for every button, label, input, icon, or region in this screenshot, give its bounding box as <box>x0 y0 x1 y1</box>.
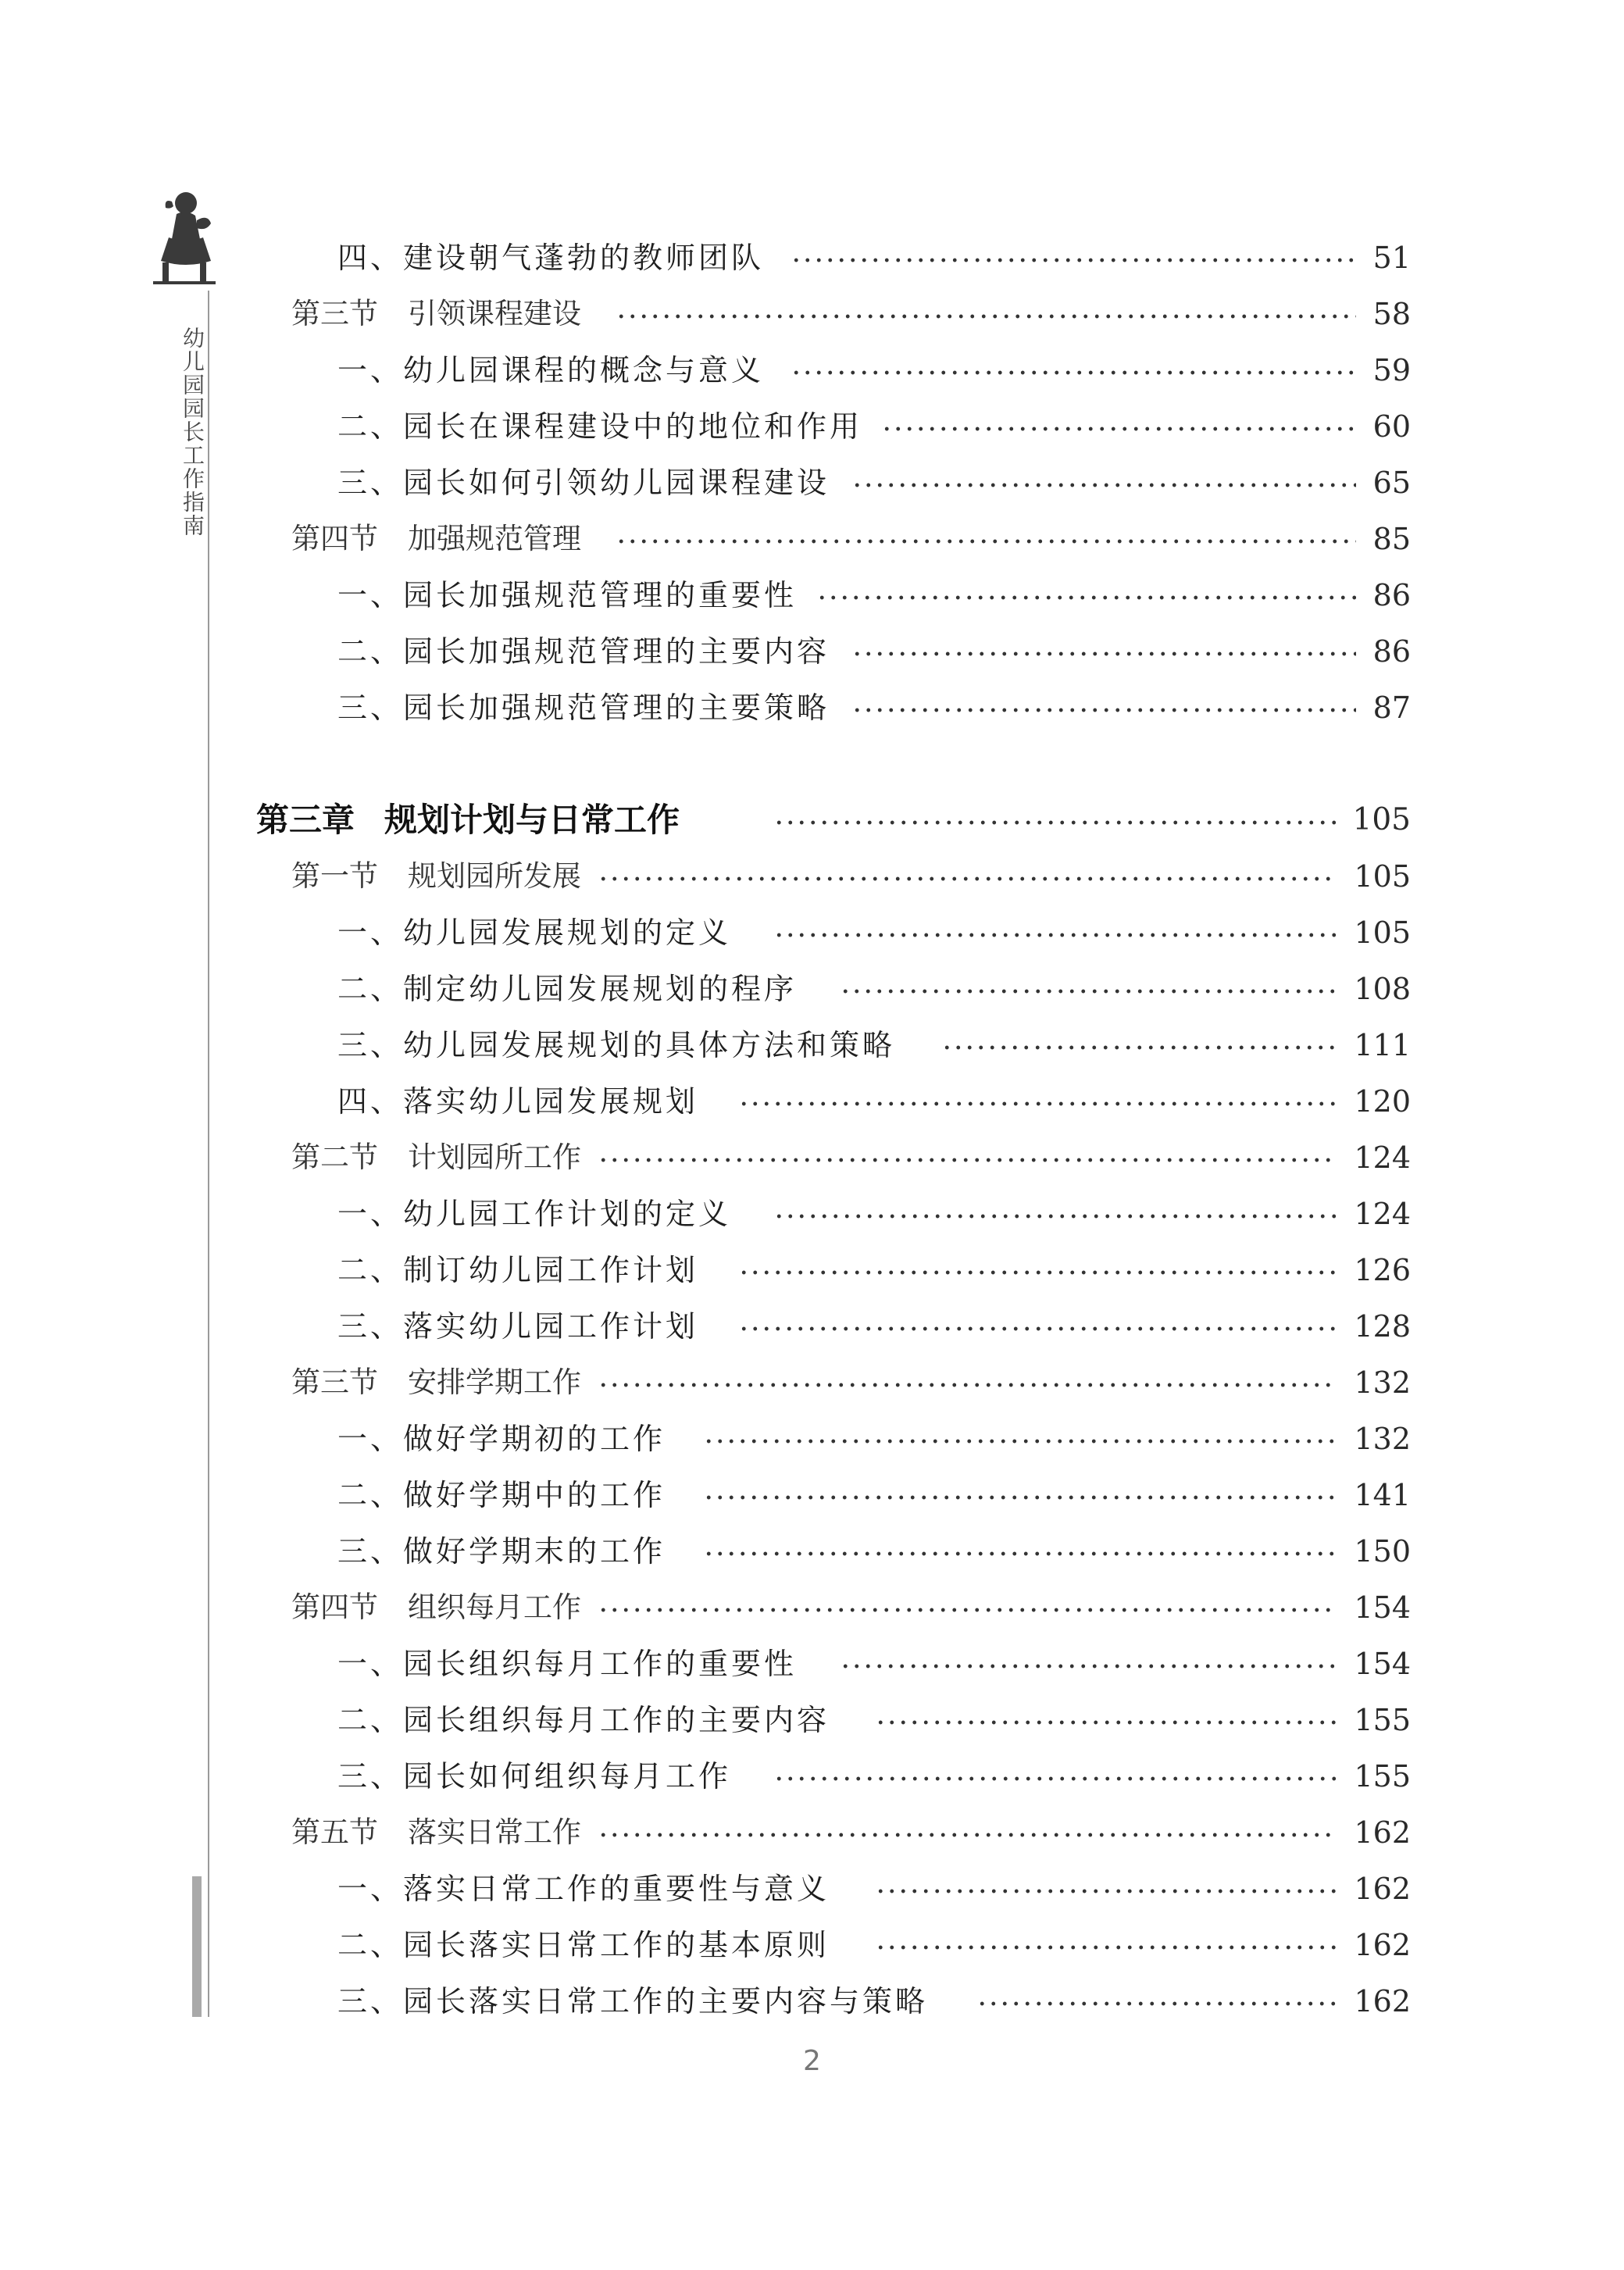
toc-entry-label <box>337 572 797 619</box>
toc-entry-label <box>337 909 731 956</box>
toc-leader-dots <box>703 1439 1337 1444</box>
toc-page-number: 132 <box>1354 1422 1411 1456</box>
toc-leader-dots <box>773 933 1337 937</box>
toc-entry-number: 二、园长在课程建设中的地位和作用 <box>337 409 863 444</box>
toc-entry-label <box>337 1078 698 1125</box>
toc-page-number: 120 <box>1354 1084 1411 1119</box>
toc-page-number: 154 <box>1354 1647 1411 1681</box>
toc-entry[interactable] <box>0 1078 1624 1125</box>
toc-entry[interactable] <box>0 1753 1624 1800</box>
toc-entry-label <box>256 797 680 844</box>
toc-page-number: 59 <box>1372 353 1411 387</box>
toc-entry-label <box>337 1415 666 1462</box>
toc-entry[interactable] <box>0 1640 1624 1687</box>
toc-entry-number: 二、制订幼儿园工作计划 <box>337 1253 699 1287</box>
toc-entry-label <box>337 234 764 281</box>
toc-entry-label <box>337 965 797 1012</box>
toc-entry-label <box>337 1303 698 1350</box>
toc-entry-label <box>337 684 830 731</box>
toc-entry-number: 一、幼儿园课程的概念与意义 <box>337 353 765 387</box>
toc-leader-dots <box>816 595 1356 600</box>
toc-page-number: 162 <box>1354 1984 1411 2018</box>
toc-entry-label <box>337 628 830 675</box>
toc-leader-dots <box>773 1776 1337 1781</box>
toc-leader-dots <box>598 1833 1337 1837</box>
toc-entry-label <box>291 1809 581 1856</box>
toc-entry-label <box>337 1247 698 1294</box>
toc-entry-label <box>291 291 581 337</box>
toc-entry[interactable] <box>0 797 1624 844</box>
toc-entry-label <box>337 1697 830 1744</box>
toc-entry[interactable] <box>0 909 1624 956</box>
toc-entry-number: 第五节 <box>291 1815 378 1849</box>
toc-entry[interactable] <box>0 516 1624 562</box>
toc-entry-label <box>291 1359 581 1406</box>
toc-leader-dots <box>703 1495 1337 1500</box>
toc-leader-dots <box>881 427 1356 431</box>
toc-page-number: 162 <box>1354 1928 1411 1962</box>
toc-page-number: 155 <box>1354 1759 1411 1794</box>
toc-leader-dots <box>738 1101 1337 1106</box>
toc-entry-label <box>291 516 581 562</box>
toc-entry-number: 二、园长落实日常工作的基本原则 <box>337 1928 830 1962</box>
toc-entry-title: 组织每月工作 <box>408 1590 581 1624</box>
toc-entry-title: 规划计划与日常工作 <box>384 801 680 839</box>
toc-entry-number: 一、落实日常工作的重要性与意义 <box>337 1872 830 1906</box>
toc-entry-label <box>337 347 764 394</box>
toc-entry-label <box>291 1584 581 1631</box>
toc-page-number: 162 <box>1354 1872 1411 1906</box>
toc-entry-label <box>337 1472 666 1519</box>
toc-entry-number: 三、园长落实日常工作的主要内容与策略 <box>337 1984 929 2018</box>
toc-entry[interactable] <box>0 1415 1624 1462</box>
toc-entry-number: 第三章 <box>256 801 355 839</box>
toc-page-number: 60 <box>1372 409 1411 444</box>
toc-leader-dots <box>875 1889 1337 1893</box>
toc-page-number: 154 <box>1354 1590 1411 1625</box>
toc-leader-dots <box>598 1158 1337 1162</box>
toc-page-number: 85 <box>1372 522 1411 556</box>
toc-page-number: 58 <box>1372 297 1411 331</box>
toc-entry-label <box>337 403 862 450</box>
toc-page-number: 162 <box>1354 1815 1411 1850</box>
toc-leader-dots <box>738 1270 1337 1275</box>
toc-entry-label <box>337 1022 895 1069</box>
toc-leader-dots <box>851 708 1356 712</box>
toc-leader-dots <box>840 989 1337 994</box>
toc-entry-number: 一、幼儿园发展规划的定义 <box>337 915 732 950</box>
toc-leader-dots <box>598 1608 1337 1612</box>
toc-entry[interactable] <box>0 684 1624 731</box>
page-number: 2 <box>803 2045 821 2077</box>
toc-entry-label <box>337 1528 666 1575</box>
toc-leader-dots <box>976 2001 1337 2006</box>
toc-entry-number: 第一节 <box>291 859 378 893</box>
toc-entry[interactable] <box>0 347 1624 394</box>
toc-entry[interactable] <box>0 1247 1624 1294</box>
toc-entry-title: 规划园所发展 <box>408 859 581 893</box>
toc-entry[interactable] <box>0 1922 1624 1968</box>
toc-page-number: 65 <box>1372 466 1411 500</box>
toc-page-number: 128 <box>1354 1309 1411 1344</box>
toc-entry-label <box>337 1865 830 1912</box>
toc-leader-dots <box>851 651 1356 656</box>
toc-entry-label <box>337 1978 928 2025</box>
toc-page-number: 51 <box>1372 241 1411 275</box>
toc-page-number: 111 <box>1354 1028 1411 1062</box>
toc-page-number: 105 <box>1354 859 1411 894</box>
toc-entry[interactable] <box>0 1022 1624 1069</box>
toc-entry-number: 二、园长组织每月工作的主要内容 <box>337 1703 830 1737</box>
toc-entry-number: 一、幼儿园工作计划的定义 <box>337 1197 732 1231</box>
toc-leader-dots <box>703 1551 1337 1556</box>
toc-entry[interactable] <box>0 1697 1624 1744</box>
toc-leader-dots <box>616 539 1356 544</box>
toc-page-number: 87 <box>1372 691 1411 725</box>
toc-leader-dots <box>875 1945 1337 1950</box>
toc-entry[interactable] <box>0 1978 1624 2025</box>
toc-entry[interactable] <box>0 291 1624 337</box>
toc-entry-label <box>337 1922 830 1968</box>
toc-page-number: 132 <box>1354 1365 1411 1400</box>
toc-leader-dots <box>941 1045 1337 1050</box>
toc-page-number: 108 <box>1354 972 1411 1006</box>
toc-page-number: 150 <box>1354 1534 1411 1569</box>
toc-leader-dots <box>851 483 1356 487</box>
toc-entry[interactable] <box>0 234 1624 281</box>
toc-entry-number: 三、园长如何引领幼儿园课程建设 <box>337 466 830 500</box>
toc-entry[interactable] <box>0 1528 1624 1575</box>
toc-entry[interactable] <box>0 1584 1624 1631</box>
toc-entry-number: 四、落实幼儿园发展规划 <box>337 1084 699 1119</box>
toc-entry[interactable] <box>0 853 1624 900</box>
toc-entry-number: 二、做好学期中的工作 <box>337 1478 666 1512</box>
toc-leader-dots <box>738 1326 1337 1331</box>
toc-entry[interactable] <box>0 459 1624 506</box>
toc-entry-number: 一、做好学期初的工作 <box>337 1422 666 1456</box>
toc-entry-title: 引领课程建设 <box>408 297 581 330</box>
toc-entry[interactable] <box>0 1865 1624 1912</box>
toc-page-number: 124 <box>1354 1197 1411 1231</box>
toc-entry[interactable] <box>0 1359 1624 1406</box>
toc-entry-number: 四、建设朝气蓬勃的教师团队 <box>337 241 765 275</box>
toc-entry-label <box>337 1190 731 1237</box>
toc-page-number: 105 <box>1354 915 1411 950</box>
toc-entry-label <box>337 1640 797 1687</box>
toc-leader-dots <box>616 314 1356 319</box>
toc-entry-number: 第三节 <box>291 297 378 330</box>
toc-entry-label <box>291 1134 581 1181</box>
toc-leader-dots <box>791 258 1356 262</box>
toc-leader-dots <box>875 1720 1337 1725</box>
toc-page-number: 124 <box>1354 1140 1411 1175</box>
toc-entry-number: 第二节 <box>291 1140 378 1174</box>
toc-entry-number: 三、落实幼儿园工作计划 <box>337 1309 699 1344</box>
toc-entry-number: 三、做好学期末的工作 <box>337 1534 666 1569</box>
toc-page-number: 141 <box>1354 1478 1411 1512</box>
toc-leader-dots <box>840 1664 1337 1669</box>
toc-entry-title: 计划园所工作 <box>408 1140 581 1174</box>
toc-entry[interactable] <box>0 1303 1624 1350</box>
toc-leader-dots <box>598 876 1337 881</box>
toc-entry-number: 二、园长加强规范管理的主要内容 <box>337 634 830 669</box>
toc-entry[interactable] <box>0 628 1624 675</box>
toc-entry-title: 安排学期工作 <box>408 1365 581 1399</box>
toc-entry[interactable] <box>0 572 1624 619</box>
toc-leader-dots <box>773 1214 1337 1219</box>
toc-entry-label <box>291 853 581 900</box>
toc-entry-number: 第四节 <box>291 522 378 555</box>
toc-entry-number: 三、园长加强规范管理的主要策略 <box>337 691 830 725</box>
toc-entry[interactable] <box>0 1190 1624 1237</box>
toc-entry-number: 第四节 <box>291 1590 378 1624</box>
toc-entry-number: 三、园长如何组织每月工作 <box>337 1759 732 1794</box>
toc-entry[interactable] <box>0 403 1624 450</box>
toc-entry-title: 落实日常工作 <box>408 1815 581 1849</box>
toc-entry-number: 三、幼儿园发展规划的具体方法和策略 <box>337 1028 896 1062</box>
toc-entry[interactable] <box>0 1134 1624 1181</box>
toc-leader-dots <box>598 1383 1337 1387</box>
toc-entry-label <box>337 1753 731 1800</box>
toc-page-number: 155 <box>1354 1703 1411 1737</box>
toc-entry-number: 第三节 <box>291 1365 378 1399</box>
toc-page-number: 105 <box>1352 802 1411 837</box>
book-title-vertical: 幼儿园园长工作指南 <box>180 327 205 537</box>
toc-leader-dots <box>791 370 1356 375</box>
toc-page-number: 86 <box>1372 634 1411 669</box>
toc-entry-title: 加强规范管理 <box>408 522 581 555</box>
toc-entry[interactable] <box>0 1472 1624 1519</box>
toc-entry-number: 一、园长加强规范管理的重要性 <box>337 578 798 612</box>
toc-leader-dots <box>773 820 1336 825</box>
toc-entry-number: 二、制定幼儿园发展规划的程序 <box>337 972 798 1006</box>
toc-page-number: 86 <box>1372 578 1411 612</box>
toc-page-number: 126 <box>1354 1253 1411 1287</box>
toc-entry[interactable] <box>0 1809 1624 1856</box>
toc-entry[interactable] <box>0 965 1624 1012</box>
toc-entry-number: 一、园长组织每月工作的重要性 <box>337 1647 798 1681</box>
toc-entry-label <box>337 459 830 506</box>
